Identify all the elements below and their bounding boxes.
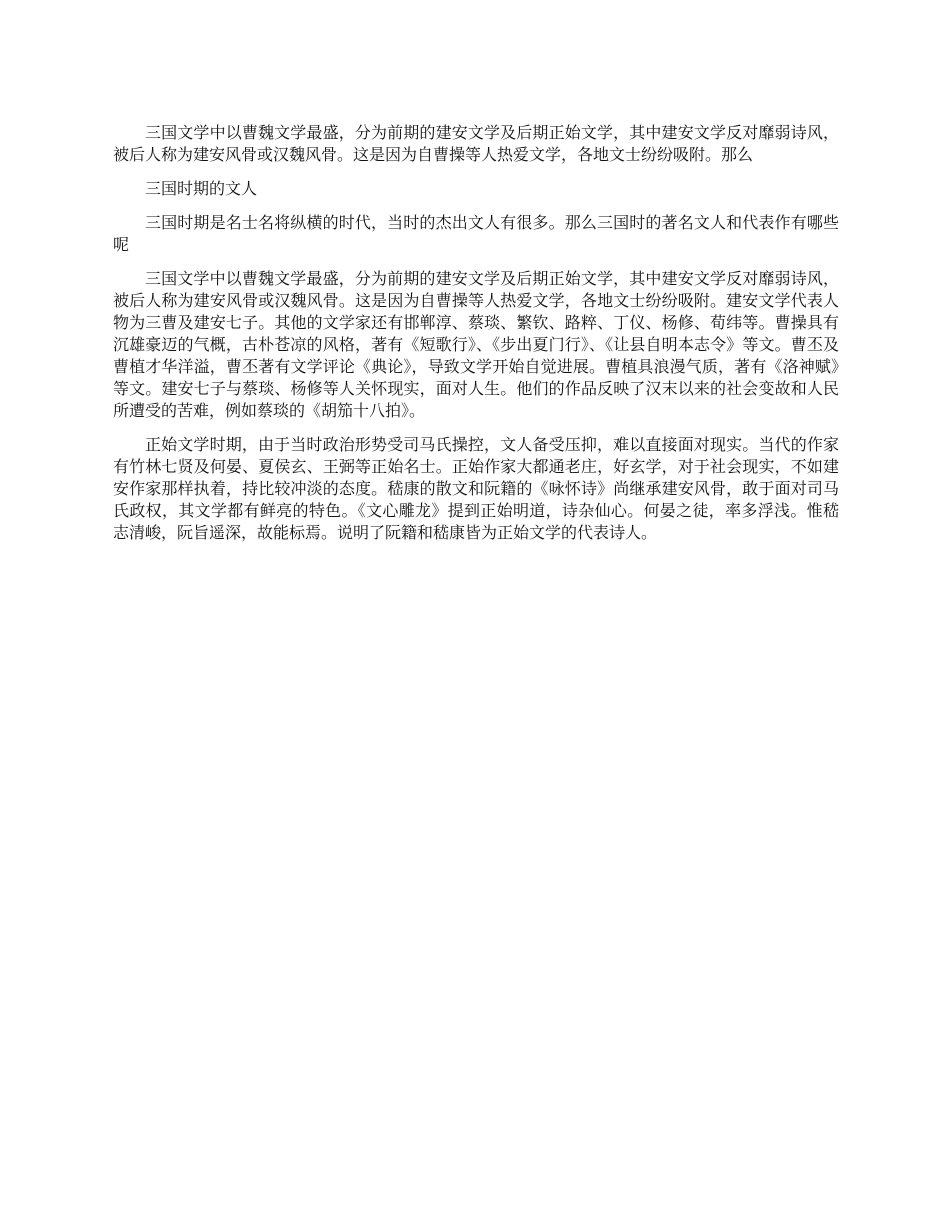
jian-an-literature-paragraph: 三国文学中以曹魏文学最盛，分为前期的建安文学及后期正始文学，其中建安文学反对靡弱诗风，被后人称为建安风骨或汉魏风骨。这是因为自曹操等人热爱文学，各地文士纷纷吸附。建安文学代表人物为三曹及建安七子。其他的文学家还有邯郸淳、蔡琰、繁钦、路粹、丁仪、杨修、荀纬等。曹操具有沉雄豪迈的气概，古朴苍凉的风格，著有《短歌行》、《步出夏门行》、《让县自明本志令》等文。曹丕及曹植才华洋溢，曹丕著有文学评论《典论》，导致文学开始自觉进展。曹植具浪漫气质，著有《洛神赋》等文。建安七子与蔡琰、杨修等人关怀现实，面对人生。他们的作品反映了汉末以来的社会变故和人民所遭受的苦难，例如蔡琰的《胡笳十八拍》。 [113,269,839,420]
question-paragraph: 三国时期是名士名将纵横的时代，当时的杰出文人有很多。那么三国时的著名文人和代表作有哪些呢 [113,213,839,254]
zheng-shi-literature-paragraph: 正始文学时期，由于当时政治形势受司马氏操控，文人备受压抑，难以直接面对现实。当代的作家有竹林七贤及何晏、夏侯玄、王弼等正始名士。正始作家大都通老庄，好玄学，对于社会现实，不如建安作家那样执着，持比较冲淡的态度。嵇康的散文和阮籍的《咏怀诗》尚继承建安风骨，敢于面对司马氏政权，其文学都有鲜亮的特色。《文心雕龙》提到正始明道，诗杂仙心。何晏之徒，率多浮浅。惟嵇志清峻，阮旨遥深，故能标焉。说明了阮籍和嵇康皆为正始文学的代表诗人。 [113,435,839,542]
section-heading: 三国时期的文人 [145,179,258,198]
document-page [113,122,839,556]
intro-paragraph: 三国文学中以曹魏文学最盛，分为前期的建安文学及后期正始文学，其中建安文学反对靡弱诗风，被后人称为建安风骨或汉魏风骨。这是因为自曹操等人热爱文学，各地文士纷纷吸附。那么 [113,123,839,164]
